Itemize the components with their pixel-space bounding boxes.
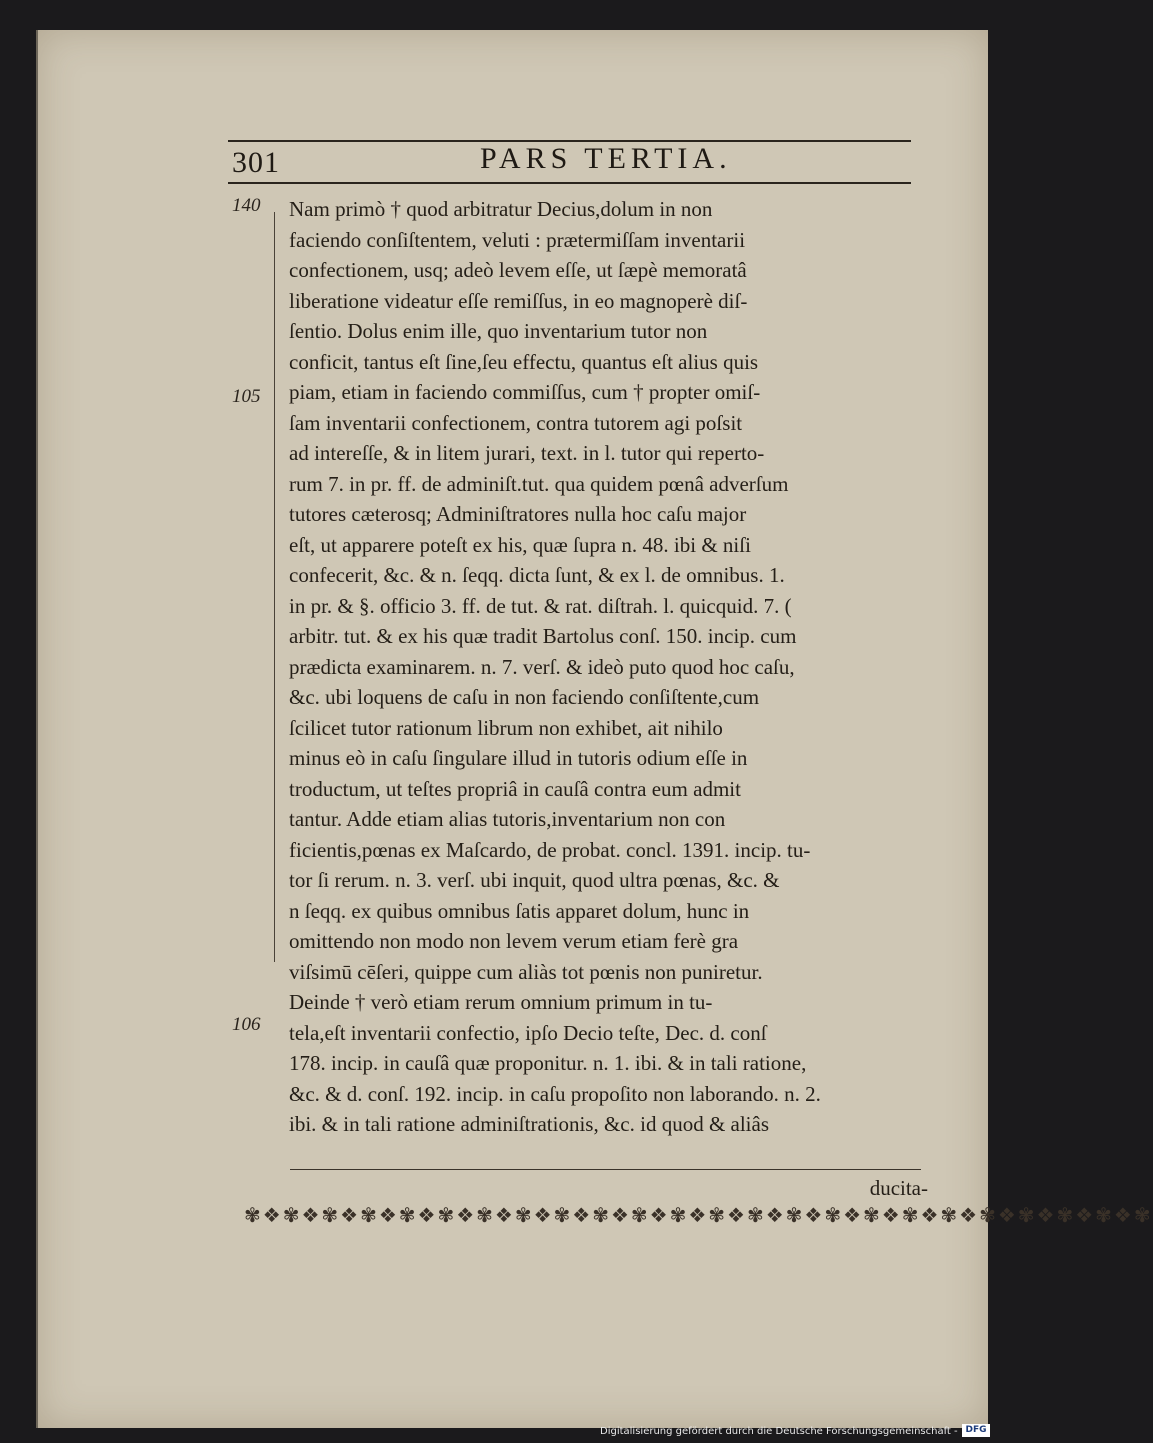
text-line: faciendo conſiſtentem, veluti : prætermiſſam inventarii [289,227,746,252]
text-line: ibi. & in tali ratione adminiſtrationis, &c. id quod & aliâs [289,1112,770,1136]
ornamental-border: ✾❖✾❖✾❖✾❖✾❖✾❖✾❖✾❖✾❖✾❖✾❖✾❖✾❖✾❖✾❖✾❖✾❖✾❖✾❖✾❖✾❖✾❖✾❖✾ [244,1205,1153,1227]
paragraph-body [289,194,921,987]
text-line: Nam primò † quod arbitratur Decius,dolum in non [289,197,713,221]
margin-number: 105 [232,386,261,407]
text-line: tutores cæterosq; Adminiſtratores nulla hoc caſu major [289,502,747,526]
footer-rule [290,1169,921,1170]
text-line: rum 7. in pr. ff. de adminiſt.tut. qua quidem pœnâ adverſum [289,471,789,496]
catchword: ducita- [869,1176,928,1200]
text-line: tor ſi rerum. n. 3. verſ. ubi inquit, quod ultra pœnas, &c. & [289,868,780,892]
text-line: prædicta examinarem. n. 7. verſ. & ideò puto quod hoc caſu, [289,654,795,679]
dfg-logo: DFG [962,1424,990,1437]
text-line: &c. ubi loquens de caſu in non faciendo conſiſtente,cum [289,685,760,709]
text-line: tantur. Adde etiam alias tutoris,inventarium non con [289,807,726,831]
text-line: confecerit, &c. & n. ſeqq. dicta ſunt, & ex l. de omnibus. 1. [289,563,785,587]
digitization-credit: Digitalisierung gefördert durch die Deutsche Forschungsgemeinschaft - [600,1426,958,1437]
text-line: eſt, ut apparere poteſt ex his, quæ ſupra n. 48. ibi & niſi [289,532,751,557]
text-line: minus eò in caſu ſingulare illud in tutoris odium eſſe in [289,746,748,770]
text-line: ſentio. Dolus enim ille, quo inventarium tutor non [289,319,708,343]
text-line: liberatione videatur eſſe remiſſus, in eo magnoperè diſ- [289,288,748,313]
text-line: tela,eſt inventarii confectio, ipſo Decio teſte, Dec. d. conſ [289,1020,767,1045]
text-line: piam, etiam in faciendo commiſſus, cum † propter omiſ- [289,380,761,404]
text-line: ſcilicet tutor rationum librum non exhibet, ait nihilo [289,715,723,740]
text-line: ſam inventarii confectionem, contra tutorem agi poſsit [289,410,743,435]
text-line: omittendo non modo non levem verum etiam ferè gra [289,929,739,953]
margin-number: 140 [232,195,261,216]
text-line: troductum, ut teſtes propriâ in cauſâ contra eum admit [289,776,741,801]
text-line: Deinde † verò etiam rerum omnium primum in tu- [289,990,713,1014]
header-bottom-rule [228,182,911,184]
text-line: in pr. & §. officio 3. ff. de tut. & rat. diſtrah. l. quicquid. 7. ( [289,593,792,618]
running-head: PARS TERTIA. [480,142,732,175]
text-line: viſsimū cēſeri, quippe cum aliàs tot pœnis non puniretur. [289,959,763,984]
margin-rule [274,212,275,962]
text-line: 178. incip. in cauſâ quæ proponitur. n. 1. ibi. & in tali ratione, [289,1051,807,1075]
text-line: ad intereſſe, & in litem jurari, text. in l. tutor qui reperto- [289,441,765,465]
margin-number: 106 [232,1014,261,1035]
text-line: n ſeqq. ex quibus omnibus ſatis apparet dolum, hunc in [289,898,750,923]
page-number: 301 [232,146,280,179]
text-line: arbitr. tut. & ex his quæ tradit Bartolus conſ. 150. incip. cum [289,624,797,648]
paragraph-body [289,987,921,1140]
text-line: &c. & d. conſ. 192. incip. in caſu propoſito non laborando. n. 2. [289,1081,821,1106]
text-line: confectionem, usq; adeò levem eſſe, ut ſæpè memoratâ [289,258,747,282]
text-line: conficit, tantus eſt ſine,ſeu effectu, quantus eſt alius quis [289,349,759,374]
text-line: ficientis,pœnas ex Maſcardo, de probat. concl. 1391. incip. tu- [289,837,811,862]
